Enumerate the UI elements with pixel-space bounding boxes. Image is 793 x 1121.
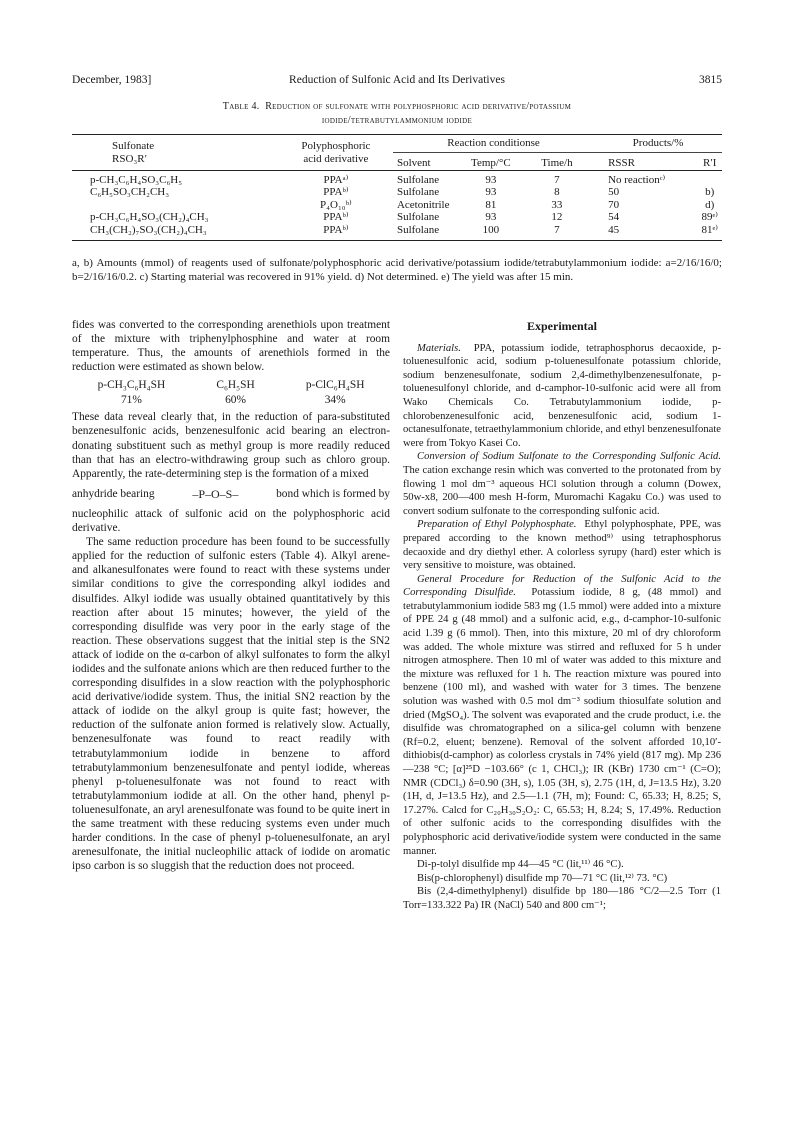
cell-solvent: Acetonitrile: [396, 198, 450, 211]
cell-ppa: PPAᵇ⁾: [323, 211, 349, 223]
table-title-2: iodide/tetrabutylammonium iodide: [321, 115, 473, 126]
yield-compound: p-CH₃C₆H₄SH: [97, 379, 166, 392]
subheading-ppe: Preparation of Ethyl Polyphosphate.: [417, 519, 577, 531]
paragraph: nucleophilic attack of sulfonic acid on the polyphosphoric acid derivative.: [72, 507, 390, 535]
th-solvent: Solvent: [393, 153, 462, 171]
table-row: [72, 211, 722, 224]
thiol-yields: [72, 378, 390, 408]
table-4: [72, 134, 722, 241]
cell-ri: 89ᵉ⁾: [701, 211, 718, 223]
cell-ri: [697, 170, 722, 186]
cell-sulfonate: [72, 199, 279, 212]
cell-ppa: P₄O₁₀ᵇ⁾: [320, 198, 352, 211]
subheading-materials: Materials.: [417, 342, 461, 354]
table-row: [72, 224, 722, 241]
cell-ri: 81ᵉ⁾: [697, 224, 722, 241]
header-title: Reduction of Sulfonic Acid and Its Derivatives: [289, 74, 505, 86]
table-title-1: Reduction of sulfonate with polyphosphoric acid derivative/potassium: [265, 101, 572, 112]
cell-time: 8: [554, 186, 560, 198]
table-row: [72, 199, 722, 212]
paragraph: Di-p-tolyl disulfide mp 44—45 °C (lit,¹¹⁾ 46 °C).: [417, 859, 624, 871]
cell-rssr: No reactionᶜ⁾: [608, 173, 666, 186]
cell-sulfonate: p-CH₃C₆H₄SO₃C₆H₅: [90, 173, 183, 186]
cell-rssr: 70: [608, 198, 620, 211]
cell-ppa: PPAᵇ⁾: [323, 186, 349, 198]
phosphorus-sulfur-bond-formula: –P–O–S–: [192, 486, 239, 501]
paragraph: Bis(p-chlorophenyl) disulfide mp 70—71 °C (lit,¹²⁾ 73. °C): [417, 872, 668, 884]
cell-temp: 93: [485, 186, 497, 198]
text-fragment: bond which is formed by: [276, 487, 390, 500]
cell-solvent: Sulfolane: [396, 211, 440, 223]
cell-time: 12: [551, 211, 563, 223]
subheading-general-procedure: General Procedure for Reduction of the Sulfonic Acid to the Corresponding Disulfide.: [403, 573, 721, 599]
header-date: December, 1983]: [72, 74, 152, 86]
cell-ri: b): [705, 186, 715, 198]
th-rssr: RSSR: [594, 153, 697, 171]
yield-value: 60%: [225, 394, 246, 407]
subheading-conversion: Conversion of Sodium Sulfonate to the Corresponding Sulfonic Acid.: [417, 451, 721, 463]
yield-compound: C₆H₅SH: [216, 379, 255, 392]
table-row: [72, 170, 722, 186]
paragraph: Ethyl polyphosphate, PPE, was prepared according to the known method⁹⁾ using tetraphosphorus decaoxide and dry diethyl ether. A colorless syrupy (hard) ester which is very sensitive to moisture, was obtained.: [403, 519, 721, 572]
yield-item: [306, 378, 365, 408]
th-temp: Temp/°C: [462, 153, 520, 171]
yield-item: [98, 378, 166, 408]
cell-ppa: PPAᵃ⁾: [323, 173, 349, 186]
table-footnote: a, b) Amounts (mmol) of reagents used of sulfonate/polyphosphoric acid derivative/potassium iodide/tetrabutylammonium iodide: a=2/16/16/0; b=2/16/16/0.2. c) Starting material was recovered in 91% yield. d) Not determined. e) The yield was after 15 min.: [72, 257, 722, 283]
cell-rssr: 54: [608, 211, 620, 223]
cell-temp: 100: [462, 224, 520, 241]
cell-solvent: Sulfolane: [396, 186, 440, 198]
mixed-anhydride-line: [72, 487, 390, 501]
paragraph: The cation exchange resin which was converted to the protonated from by flowing 1 mol dm⁻³ aqueous HCl solution through a column (Dowex, 50w-x8, 200—400 mesh H-form, Muromachi Kagaku Co.) was used to convert sodium sulfonate to the corresponding sulfonic acid.: [403, 464, 721, 517]
paragraph: Bis (2,4-dimethylphenyl) disulfide bp 180—186 °C/2—2.5 Torr (1 Torr=133.322 Pa) IR (NaCl) 540 and 800 cm⁻¹;: [403, 886, 721, 911]
right-column: [403, 318, 721, 913]
th-products: Products/%: [594, 135, 722, 153]
cell-rssr: 45: [594, 224, 697, 241]
cell-temp: 93: [485, 173, 497, 186]
cell-sulfonate: C₆H₅SO₃CH₂CH₃: [90, 186, 170, 198]
th-rso3r: RSO₃R′: [72, 153, 279, 171]
yield-compound: p-ClC₆H₄SH: [305, 379, 365, 392]
cell-time: 7: [554, 173, 560, 186]
table-label: Table 4.: [222, 101, 260, 112]
cell-ppa: PPAᵇ⁾: [279, 224, 393, 241]
cell-sulfonate: CH₃(CH₂)₇SO₃(CH₂)₄CH₃: [72, 224, 279, 241]
cell-time: 33: [551, 198, 563, 211]
cell-sulfonate: p-CH₃C₆H₄SO₃(CH₂)₄CH₃: [90, 211, 209, 223]
th-reaction-conditions: Reaction conditionse: [393, 135, 594, 153]
left-column: [72, 318, 390, 873]
paragraph: These data reveal clearly that, in the reduction of para-substituted benzenesulfonic acids, benzenesulfonic acid bearing an electron-donating substituent such as methyl group is more readily reduced than that has an electro-withdrawing group such as chloro group. Apparently, the rate-determining step is the formation of a mixed: [72, 411, 390, 480]
cell-solvent: Sulfolane: [393, 224, 462, 241]
cell-solvent: Sulfolane: [396, 173, 440, 186]
table-row: [72, 186, 722, 199]
cell-ri: d): [705, 198, 715, 211]
paragraph: PPA, potassium iodide, tetraphosphorus decaoxide, p-toluenesulfonic acid, sodium p-toluenesulfonate potassium chloride, sodium benzenesulfonate, sodium 2,4-dimethylbenzenesulfonate, p-toluenesulfonyl chloride, and d-camphor-10-sulfonic acid were all from Wako Chemicals Co. Tetrabutylammonium iodide, p-chlorobenzenesulfonic acid, benzenesulfonic acid, sodium 1-octanesulfonate, tetraethylammonium chloride, and ethyl benzenesulfonate were from Tokyo Kasei Co.: [403, 342, 722, 449]
page-number: 3815: [699, 74, 722, 86]
section-heading: Experimental: [527, 319, 597, 333]
cell-rssr: 50: [608, 186, 620, 198]
th-ppa-2: acid derivative: [279, 153, 393, 171]
yield-value: 34%: [324, 394, 346, 407]
th-time: Time/h: [520, 153, 594, 171]
th-sulfonate: Sulfonate: [72, 135, 279, 153]
paragraph: The same reduction procedure has been found to be successfully applied for the reduction of sulfonic esters (Table 4). Alkyl arene- and alkanesulfonates were found to react with these systems under similar conditions to give the corresponding alkyl iodides and disulfides. Alkyl iodide was usually obtained quantitatively by this reaction after about 15 minutes; however, the yield of the corresponding disulfide was very poor in the early stage of the reaction. These observations suggest that the initial step is the SN2 attack of iodide on the α-carbon of alkyl sulfonates to form the alkyl iodides and the sulfonate anions which are then reduced further to the corresponding disulfides in a slow reaction with the polyphosphoric acid derivative/iodide system. Thus, the initial SN2 reaction by the attack of iodide on the alkyl group is quite fast; however, the reduction of the sulfonate anion formed is relatively slow. Actually, benzenesulfonate was found to react readily with tetrabutylammonium iodide in benzene to afford tetrabutylammonium benzenesulfonate and pentyl iodide, whereas phenyl p-toluenesulfonate was not found to react with tetrabutylammonium iodide at all. On the other hand, phenyl p-toluenesulfonate, an aryl arenesulfonate was found to be quite inert in the same treatment with these reducing systems even under much harder conditions. In the case of phenyl p-toluenesulfonate, an aryl arenesulfonate, the initial nucleophilic attack of iodide on aromatic ipso carbon is so sluggish that the reduction does not proceed.: [72, 536, 390, 873]
yield-item: [216, 378, 254, 408]
cell-temp: 81: [485, 198, 497, 211]
paragraph: Potassium iodide, 8 g, (48 mmol) and tetrabutylammonium iodide 583 mg (1.5 mmol) were added into a mixture of PPE 24 g (48 mmol) and a sulfonic acid, e.g., d-camphor-10-sulfonic acid 1.39 g (6 mmol). Then, into this mixture, 20 ml of dry chloroform was added. The whole mixture was stirred and refluxed for 5 h under nitrogen atmosphere. Then 10 ml of water was added to this mixture and the mixture was refluxed for 1 h. The reaction mixture was poured into benzene (100 ml), and washed with water for 3 times. The benzene solution was washed with 0.5 mol dm⁻³ sodium thiosulfate solution and dried (MgSO₄). The solvent was evaporated and the crude product, i.e. the disulfide was chromatographed on a silica-gel column with benzene (Rf=0.2, eluent; benzene). Removal of the solvent afforded 10,10′-dithiobis(d-camphor) as colorless crystals in 74% yield (817 mg). Mp 236—238 °C; [α]²⁵D −103.66° (c 1, CHCl₃); IR (KBr) 1730 cm⁻¹ (C=O); NMR (CDCl₃) δ=0.90 (3H, s), 1.05 (3H, s), 2.75 (1H, d, J=13.5 Hz), 3.20 (1H, d, J=13.5 Hz), and 2.5—1.1 (7H, m); Found: C, 65.33; H, 8.25; S, 17.27%. Calcd for C₂₀H₃₀S₂O₂: C, 65.53; H, 8.24; S, 17.49%. Reduction of other sulfonic acids to the corresponding disulfides with the polyphosphoric acid derivative/iodide system were conducted in the same manner.: [403, 587, 721, 857]
paragraph: fides was converted to the corresponding arenethiols upon treatment of the mixture with triphenylphosphine and water at room temperature. Thus, the amounts of arenethiols formed in the reduction were estimated as shown below.: [72, 319, 390, 374]
cell-time: 7: [520, 224, 594, 241]
text-fragment: anhydride bearing: [72, 487, 155, 500]
yield-value: 71%: [120, 394, 142, 407]
table-caption: [72, 100, 722, 128]
th-ri: R′I: [697, 153, 722, 171]
th-ppa: Polyphosphoric: [279, 135, 393, 153]
cell-temp: 93: [485, 211, 497, 223]
